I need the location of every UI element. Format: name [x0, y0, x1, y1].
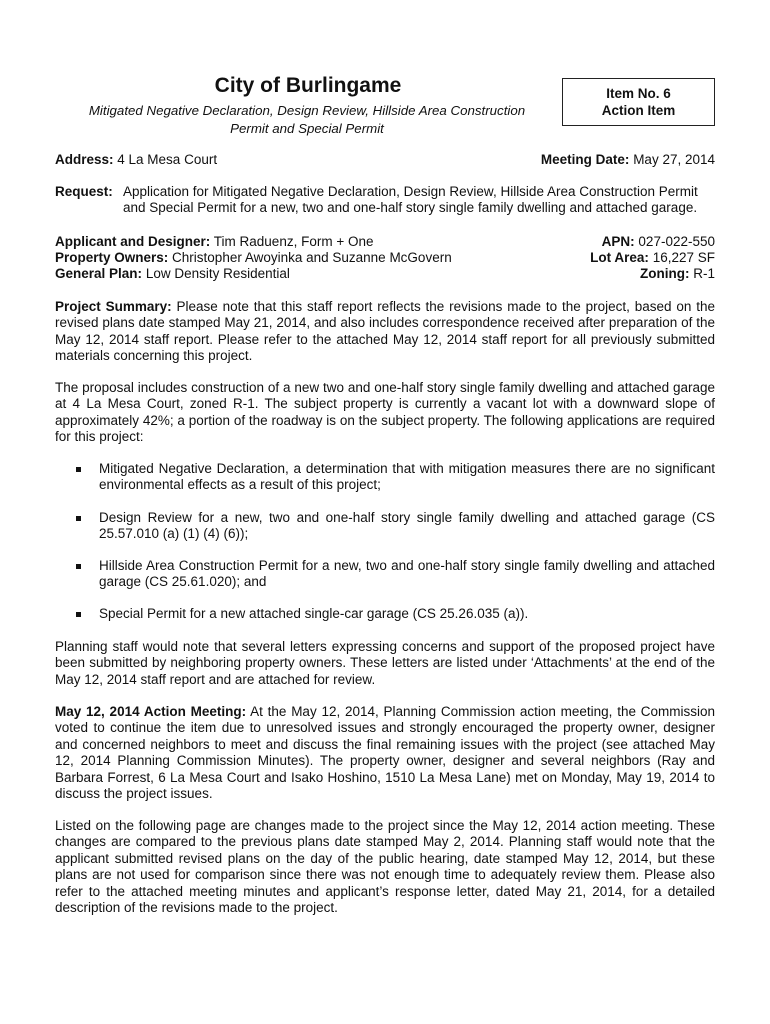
meeting-date-label: Meeting Date: — [540, 152, 630, 167]
list-item-text: Special Permit for a new attached single-car garage (CS 25.26.035 (a)). — [99, 606, 529, 621]
list-item-text: Mitigated Negative Declaration, a determination that with mitigation measures there are no significant environmental effects as a result of this project; — [99, 461, 715, 493]
action-meeting-label: May 12, 2014 Action Meeting: — [55, 704, 247, 719]
zoning — [640, 266, 715, 282]
applicant-label: Applicant and Designer: — [55, 234, 211, 249]
lot-area-value: 16,227 SF — [652, 250, 715, 265]
owners-value: Christopher Awoyinka and Suzanne McGovern — [172, 250, 452, 265]
general-plan-value: Low Density Residential — [145, 266, 290, 281]
general-plan-label: General Plan: — [55, 266, 143, 281]
zoning-label: Zoning: — [639, 266, 690, 281]
applicant-value: Tim Raduenz, Form + One — [213, 234, 374, 249]
list-item-text: Design Review for a new, two and one-half story single family dwelling and attached garage (CS 25.57.010 (a) (1) (4) (6)); — [99, 510, 715, 542]
list-item — [55, 606, 715, 622]
owners-label: Property Owners: — [55, 250, 169, 265]
bullet-icon — [76, 564, 81, 569]
meeting-date — [541, 152, 715, 168]
page-subtitle — [64, 102, 550, 138]
owners-row — [55, 250, 715, 266]
list-item — [55, 558, 715, 591]
lot-area — [590, 250, 715, 266]
bullet-icon — [76, 516, 81, 521]
item-type: Action Item — [601, 103, 676, 118]
lot-area-label: Lot Area: — [590, 250, 649, 265]
request-label: Request: — [55, 184, 113, 199]
request-row — [55, 184, 715, 216]
letters-paragraph: Planning staff would note that several letters expressing concerns and support of the proposed project have been submitted by neighboring property owners. These letters are listed under ‘Attachments’ at the end of the May 12, 2014 staff report and are attached for review. — [55, 639, 715, 687]
apn-label: APN: — [601, 234, 635, 249]
zoning-value: R-1 — [693, 266, 715, 281]
proposal-paragraph: The proposal includes construction of a new two and one-half story single family dwelling and attached garage at 4 La Mesa Court, zoned R-1. The subject property is currently a vacant lot with a downward slope of approximately 42%; a portion of the roadway is on the subject property. The following applications are required for this project: — [55, 380, 715, 445]
bullet-icon — [76, 467, 81, 472]
list-item-text: Hillside Area Construction Permit for a new, two and one-half story single family dwelling and attached garage (CS 25.61.020); and — [99, 558, 715, 590]
project-summary-label: Project Summary: — [55, 299, 172, 314]
page-title: City of Burlingame — [214, 74, 402, 97]
subtitle-line-1: Mitigated Negative Declaration, Design Review, Hillside Area Construction — [88, 103, 526, 118]
general-plan-row — [55, 266, 715, 282]
meeting-date-value: May 27, 2014 — [633, 152, 715, 167]
action-meeting-paragraph — [55, 704, 715, 802]
request-value: Application for Mitigated Negative Declaration, Design Review, Hillside Area Construction Permit and Special Permit for a new, two and one-half story single family dwelling and attached garage. — [123, 184, 698, 215]
action-meeting-text: At the May 12, 2014, Planning Commission action meeting, the Commission voted to continue the item due to unresolved issues and strongly encouraged the property owner, designer and concerned neighbors to meet and discuss the final remaining issues with the project (see attached May 12, 2014 Planning Commission Minutes). The property owner, designer and several neighbors (Ray and Barbara Forrest, 6 La Mesa Court and Isako Hoshino, 1510 La Mesa Lane) met on Monday, May 19, 2014 to discuss the project issues. — [55, 704, 715, 802]
project-summary-paragraph — [55, 299, 715, 365]
list-item — [55, 461, 715, 494]
item-number: Item No. 6 — [606, 86, 671, 101]
address-label: Address: — [55, 152, 114, 167]
address-value: 4 La Mesa Court — [117, 152, 218, 167]
apn-value: 027-022-550 — [638, 234, 715, 249]
item-number-box — [562, 78, 715, 126]
apn — [602, 234, 715, 250]
address-row — [55, 152, 715, 168]
subtitle-line-2: Permit and Special Permit — [230, 121, 384, 136]
applicant-row — [55, 234, 715, 250]
list-item — [55, 510, 715, 543]
bullet-icon — [76, 612, 81, 617]
changes-paragraph: Listed on the following page are changes made to the project since the May 12, 2014 action meeting. These changes are compared to the previous plans date stamped May 2, 2014. Planning staff would note that the applicant submitted revised plans on the day of the public hearing, date stamped May 12, 2014, but these plans are not used for comparison since there was not enough time to adequately review them. Please also refer to the attached meeting minutes and applicant’s response letter, dated May 21, 2014, for a detailed description of the revisions made to the project. — [55, 818, 715, 916]
project-summary-text: Please note that this staff report reflects the revisions made to the project, based on the revised plans date stamped May 21, 2014, and also includes correspondence received after preparation of the May 12, 2014 staff report. Please refer to the attached May 12, 2014 staff report for all previously submitted materials concerning this project. — [55, 299, 715, 364]
